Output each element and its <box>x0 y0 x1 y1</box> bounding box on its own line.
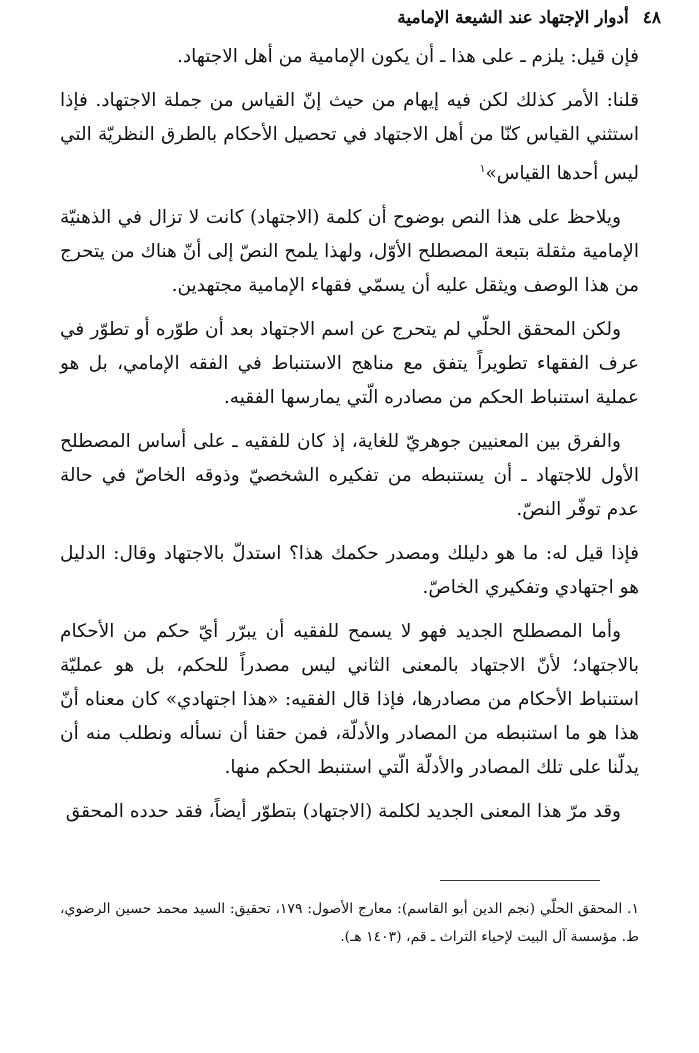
paragraph: والفرق بين المعنيين جوهريّ للغاية، إذ كان للفقيه ـ على أساس المصطلح الأول للاجتهاد ـ أن يستنبطه من تفكيره الشخصيّ وذوقه الخاصّ في حالة عدم توفّر النصّ. <box>60 431 639 521</box>
paragraph: فإن قيل: يلزم ـ على هذا ـ أن يكون الإمامية من أهل الاجتهاد. <box>176 46 639 67</box>
page-header <box>300 4 661 32</box>
footnote-marker: ١ <box>479 162 486 175</box>
footnote: ١. المحقق الحلّي (نجم الدين أبو القاسم): معارج الأصول: ١٧٩، تحقيق: السيد محمد حسين الرضوي، ط. مؤسسة آل البيت لإحياء التراث ـ قم، (١٤٠٣ هـ). <box>60 901 639 945</box>
paragraph: وقد مرّ هذا المعنى الجديد لكلمة (الاجتهاد) بتطوّر أيضاً، فقد حدده المحقق <box>65 801 621 823</box>
paragraph <box>60 84 639 191</box>
paragraph-text: قلنا: الأمر كذلك لكن فيه إيهام من حيث إنّ القياس من جملة الاجتهاد. فإذا استثني القياس كنّا من أهل الاجتهاد في تحصيل الأحكام بالطرق النظريّة التي ليس أحدها القياس» <box>60 90 639 185</box>
paragraph: وأما المصطلح الجديد فهو لا يسمح للفقيه أن يبرّر أيّ حكم من الأحكام بالاجتهاد؛ لأنّ الاجتهاد بالمعنى الثاني ليس مصدراً للحكم، بل هو عمليّة استنباط الأحكام من مصادرها، فإذا قال الفقيه: «هذا اجتهادي» كان معناه أنّ هذا هو ما استنبطه من المصادر والأدلّة، فمن حقنا أن نسأله ونطلب منه أن يدلّنا على تلك المصادر والأدلّة الّتي استنبط الحكم منها. <box>60 621 639 779</box>
paragraph: ويلاحظ على هذا النص بوضوح أن كلمة (الاجتهاد) كانت لا تزال في الذهنيّة الإمامية مثقلة بتبعة المصطلح الأوّل، ولهذا يلمح النصّ إلى أنّ هناك من يتحرج من هذا الوصف ويثقل عليه أن يسمّي فقهاء الإمامية مجتهدين. <box>60 207 639 297</box>
footnote-divider <box>440 880 600 881</box>
page-number: ٤٨ <box>642 8 661 28</box>
running-title: أدوار الإجتهاد عند الشيعة الإمامية <box>397 8 629 28</box>
paragraph: ولكن المحقق الحلّي لم يتحرج عن اسم الاجتهاد بعد أن طوّره أو تطوّر في عرف الفقهاء تطويراً يتفق مع مناهج الاستنباط في الفقه الإمامي، بل هو عملية استنباط الحكم من مصادره الّتي يمارسها الفقيه. <box>60 319 639 409</box>
paragraph: فإذا قيل له: ما هو دليلك ومصدر حكمك هذا؟ استدلّ بالاجتهاد وقال: الدليل هو اجتهادي وتفكيري الخاصّ. <box>60 543 639 599</box>
body-text <box>60 40 639 839</box>
